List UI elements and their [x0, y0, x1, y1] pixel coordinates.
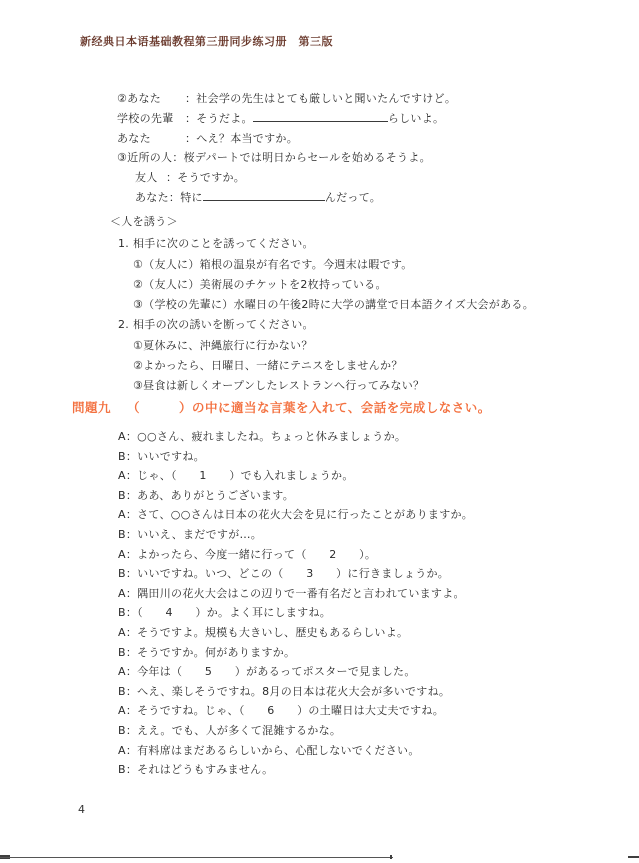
reported-speech-item-2 — [117, 89, 456, 148]
dialogue-line: A：隅田川の花火大会はこの辺りで一番有名だと言われていますよ。 — [118, 586, 465, 600]
answer-blank — [203, 191, 325, 201]
dialogue-line — [117, 129, 456, 149]
dialogue-line: B：ええ。でも、人が多くて混雑するかな。 — [118, 723, 342, 737]
running-header-title: 新经典日本语基础教程第三册同步练习册 第三版 — [80, 35, 333, 48]
task-number: 1. — [118, 237, 130, 250]
mondai9-dialogue — [118, 427, 473, 780]
dialogue-text — [169, 188, 381, 208]
task-2-heading — [118, 315, 534, 336]
text-after-blank: んだって。 — [324, 190, 382, 204]
dialogue-line: B：ああ、ありがとうございます。 — [118, 488, 295, 502]
dialogue-line: A：じゃ、（ 1 ）でも入れましょうか。 — [118, 469, 354, 483]
dialogue-line: B：（ 4 ）か。よく耳にしますね。 — [118, 606, 332, 620]
dialogue-line: A：よかったら、今度一緒に行って（ 2 ）。 — [118, 547, 377, 561]
speaker-label: あなた — [135, 190, 169, 204]
task-number: 2. — [118, 318, 130, 332]
dialogue-line — [117, 188, 456, 208]
dialogue-line: A：○○さん、疲れましたね。ちょっと休みましょうか。 — [118, 430, 407, 443]
reported-speech-item-3 — [117, 148, 456, 207]
dialogue-text: ：桜デパートでは明日からセールを始めるそうよ。 — [172, 151, 431, 165]
dialogue-line: A：さて、○○さんは日本の花火大会を見に行ったことがありますか。 — [118, 508, 474, 522]
dialogue-text: ：そうですか。 — [166, 171, 246, 185]
dialogue-line: B：いいですね。 — [118, 449, 205, 463]
text-after-blank: らしいよ。 — [387, 111, 445, 125]
page-edge-line — [0, 857, 393, 858]
dialogue-text — [185, 109, 444, 129]
speaker-label: 学校の先輩 — [117, 111, 174, 125]
task-2-item: ③昼食は新しくオープンしたレストランへ行ってみない？ — [133, 379, 425, 393]
speaker-label: あなた — [117, 131, 151, 145]
speaker-label: ②あなた — [117, 92, 162, 105]
dialogue-line: B：へえ、楽しそうですね。8月の日本は花火大会が多いですね。 — [118, 684, 451, 698]
invite-section — [110, 211, 534, 397]
page-edge-tick — [390, 855, 392, 859]
dialogue-line: B：いいですね。いつ、どこの（ 3 ）に行きましょうか。 — [118, 567, 450, 581]
dialogue-line — [117, 148, 456, 168]
task-instruction: 相手に次のことを誘ってください。 — [133, 237, 314, 250]
speaker-label: 友人 — [135, 171, 158, 185]
task-1-item: ①（友人に）箱根の温泉が有名です。今週末は暇です。 — [133, 257, 413, 271]
reported-speech-section — [117, 89, 456, 208]
task-1-item: ③（学校の先輩に）水曜日の午後2時に大学の講堂で日本語クイズ大会がある。 — [133, 298, 534, 312]
dialogue-line — [117, 89, 456, 109]
task-1-item: ②（友人に）美術展のチケットを2枚持っている。 — [133, 277, 387, 291]
dialogue-line: A：そうですね。じゃ、（ 6 ）の土曜日は大丈夫ですね。 — [118, 704, 445, 718]
task-1-heading — [118, 234, 534, 255]
task-2-item: ②よかったら、日曜日、一緒にテニスをしませんか？ — [133, 359, 403, 373]
speaker-label: ③近所の人 — [117, 151, 173, 165]
dialogue-text: ：へえ？本当ですか。 — [185, 131, 298, 145]
text-before-blank: ：特に — [168, 190, 203, 204]
dialogue-line: A：今年は（ 5 ）があるってポスターで見ました。 — [118, 665, 416, 679]
dialogue-text: ：社会学の先生はとても厳しいと聞いたんですけど。 — [185, 92, 457, 105]
dialogue-line: B：それはどうもすみません。 — [118, 763, 274, 777]
page-edge-line-right-stub — [628, 856, 639, 858]
invite-section-title: ＜人を誘う＞ — [110, 215, 178, 228]
text-before-blank: ：そうだよ。 — [185, 111, 253, 125]
task-2-item: ①夏休みに、沖縄旅行に行かない？ — [133, 338, 313, 352]
dialogue-line: A：そうですよ。規模も大きいし、歴史もあるらしいよ。 — [118, 625, 409, 639]
dialogue-line: A：有料席はまだあるらしいから、心配しないでください。 — [118, 743, 420, 757]
dialogue-line — [117, 168, 456, 188]
dialogue-line: B：いいえ、まだですが…。 — [118, 527, 263, 541]
mondai9-heading — [72, 398, 491, 416]
page-number: 4 — [78, 803, 85, 816]
mondai9-label: 問題九 — [72, 400, 112, 415]
dialogue-line — [117, 109, 456, 129]
task-instruction: 相手の次の誘いを断ってください。 — [133, 318, 314, 332]
dialogue-line: B：そうですか。何がありますか。 — [118, 645, 296, 659]
mondai9-instruction: （ ）の中に適当な言葉を入れて、会話を完成しなさい。 — [127, 400, 491, 415]
answer-blank — [253, 112, 388, 122]
